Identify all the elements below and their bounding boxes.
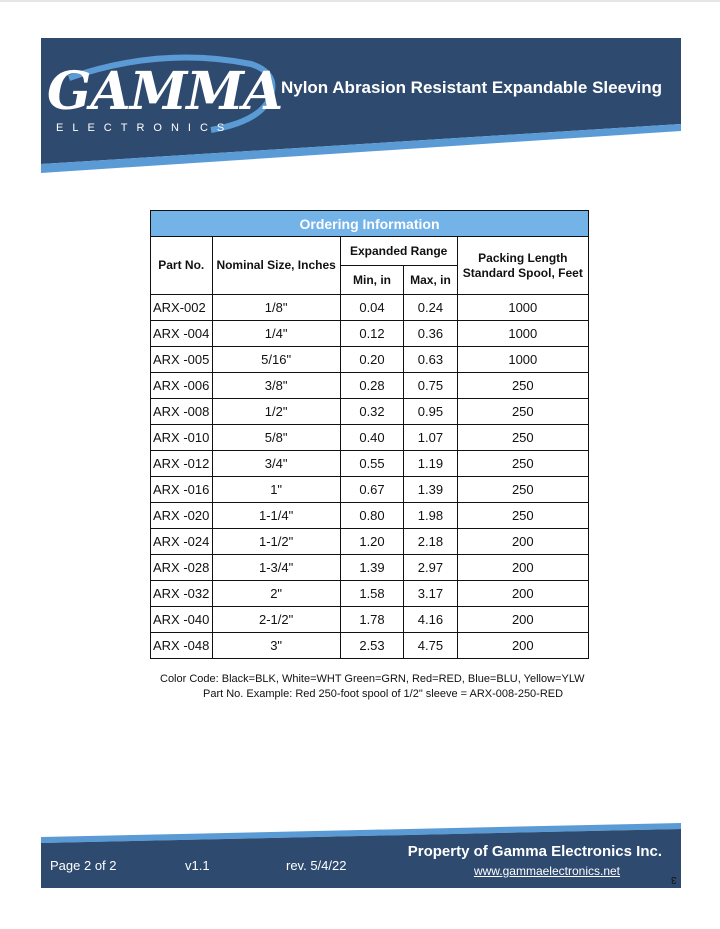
cell-pack: 250 (457, 373, 588, 399)
logo-wordmark: GAMMA (47, 61, 283, 122)
table-row (151, 347, 589, 373)
cell-max: 1.19 (404, 451, 457, 477)
cell-size: 3/8" (212, 373, 340, 399)
cell-size: 1/2" (212, 399, 340, 425)
cell-part: ARX -004 (151, 321, 213, 347)
cell-pack: 1000 (457, 321, 588, 347)
cell-min: 0.55 (340, 451, 404, 477)
cell-pack: 200 (457, 555, 588, 581)
header-min: Min, in (340, 266, 404, 295)
ordering-table (150, 210, 589, 659)
table-row (151, 477, 589, 503)
color-code-note: Color Code: Black=BLK, White=WHT Green=GRN, Red=RED, Blue=BLU, Yellow=YLW (160, 673, 585, 685)
cell-pack: 200 (457, 529, 588, 555)
table-caption: Ordering Information (151, 211, 589, 237)
cell-size: 1-1/4" (212, 503, 340, 529)
cell-part: ARX -032 (151, 581, 213, 607)
cell-size: 3/4" (212, 451, 340, 477)
cell-min: 0.67 (340, 477, 404, 503)
cell-min: 0.80 (340, 503, 404, 529)
header-nominal-size: Nominal Size, Inches (212, 237, 340, 295)
cell-max: 3.17 (404, 581, 457, 607)
table-row (151, 581, 589, 607)
cell-max: 0.75 (404, 373, 457, 399)
table-row (151, 503, 589, 529)
part-example-note: Part No. Example: Red 250-foot spool of 1/2" sleeve = ARX-008-250-RED (203, 688, 564, 700)
cell-min: 1.78 (340, 607, 404, 633)
cell-part: ARX -012 (151, 451, 213, 477)
cell-part: ARX -020 (151, 503, 213, 529)
cell-pack: 250 (457, 477, 588, 503)
table-row (151, 373, 589, 399)
table-row (151, 607, 589, 633)
cell-part: ARX -010 (151, 425, 213, 451)
cell-part: ARX -040 (151, 607, 213, 633)
cell-min: 1.39 (340, 555, 404, 581)
cell-pack: 1000 (457, 347, 588, 373)
cell-min: 0.04 (340, 295, 404, 321)
table-row (151, 633, 589, 659)
cell-size: 1-3/4" (212, 555, 340, 581)
header-expanded-range: Expanded Range (340, 237, 457, 266)
cell-max: 0.36 (404, 321, 457, 347)
cell-size: 1/8" (212, 295, 340, 321)
revision-date: rev. 5/4/22 (286, 858, 347, 873)
cell-max: 4.16 (404, 607, 457, 633)
gamma-logo (41, 38, 281, 148)
cell-size: 2" (212, 581, 340, 607)
logo-subtitle: ELECTRONICS (56, 122, 234, 134)
table-row (151, 399, 589, 425)
cell-part: ARX -024 (151, 529, 213, 555)
cell-max: 0.63 (404, 347, 457, 373)
cell-max: 1.98 (404, 503, 457, 529)
cell-max: 0.24 (404, 295, 457, 321)
cell-size: 1/4" (212, 321, 340, 347)
cell-max: 0.95 (404, 399, 457, 425)
cell-pack: 1000 (457, 295, 588, 321)
cell-pack: 200 (457, 581, 588, 607)
cell-min: 0.32 (340, 399, 404, 425)
website-link[interactable]: www.gammaelectronics.net (473, 864, 620, 878)
cell-min: 1.58 (340, 581, 404, 607)
cell-part: ARX -005 (151, 347, 213, 373)
cell-max: 4.75 (404, 633, 457, 659)
header-banner (41, 38, 681, 174)
header-max: Max, in (404, 266, 457, 295)
page-number: Page 2 of 2 (50, 858, 117, 873)
table-row (151, 451, 589, 477)
table-row (151, 555, 589, 581)
table-row (151, 425, 589, 451)
cell-min: 2.53 (340, 633, 404, 659)
cell-part: ARX -016 (151, 477, 213, 503)
cell-size: 5/16" (212, 347, 340, 373)
cell-min: 0.20 (340, 347, 404, 373)
cell-min: 0.40 (340, 425, 404, 451)
cell-pack: 250 (457, 503, 588, 529)
footer-banner (41, 823, 681, 888)
cell-max: 2.18 (404, 529, 457, 555)
table-row (151, 529, 589, 555)
page-mark: 3 (671, 874, 677, 885)
cell-pack: 250 (457, 399, 588, 425)
cell-part: ARX -006 (151, 373, 213, 399)
cell-max: 2.97 (404, 555, 457, 581)
table-row (151, 295, 589, 321)
cell-min: 0.12 (340, 321, 404, 347)
cell-size: 2-1/2" (212, 607, 340, 633)
cell-part: ARX -048 (151, 633, 213, 659)
cell-max: 1.07 (404, 425, 457, 451)
cell-size: 1-1/2" (212, 529, 340, 555)
cell-pack: 200 (457, 607, 588, 633)
cell-part: ARX -028 (151, 555, 213, 581)
cell-part: ARX -008 (151, 399, 213, 425)
cell-max: 1.39 (404, 477, 457, 503)
cell-size: 3" (212, 633, 340, 659)
table-row (151, 321, 589, 347)
version-label: v1.1 (185, 858, 210, 873)
page-edge (0, 0, 720, 2)
cell-min: 1.20 (340, 529, 404, 555)
header-packing-length: Packing Length Standard Spool, Feet (457, 237, 588, 295)
cell-size: 1" (212, 477, 340, 503)
cell-min: 0.28 (340, 373, 404, 399)
document-title: Nylon Abrasion Resistant Expandable Sleeving (280, 78, 662, 97)
cell-size: 5/8" (212, 425, 340, 451)
cell-part: ARX-002 (151, 295, 213, 321)
header-part-no: Part No. (151, 237, 213, 295)
cell-pack: 250 (457, 425, 588, 451)
cell-pack: 200 (457, 633, 588, 659)
cell-pack: 250 (457, 451, 588, 477)
property-notice: Property of Gamma Electronics Inc. (407, 843, 662, 860)
